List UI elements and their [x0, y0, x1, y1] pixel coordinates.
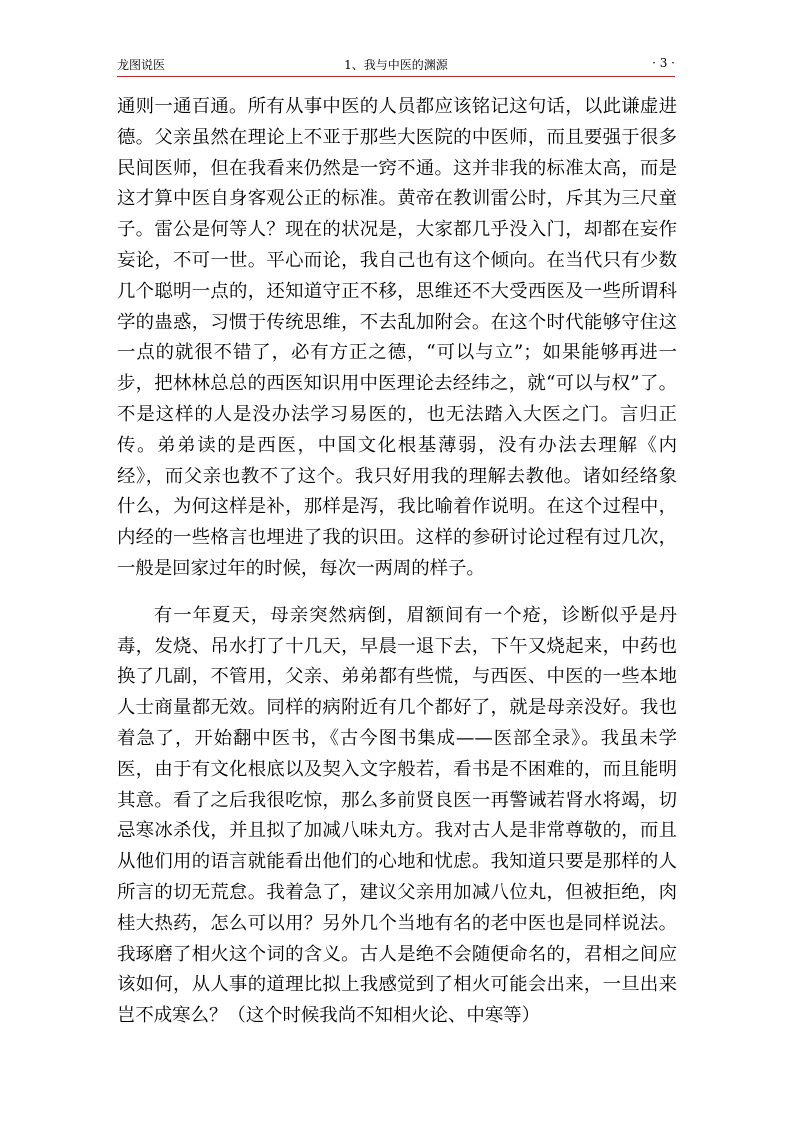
body-text [117, 92, 677, 1032]
book-title: 龙图说医 [117, 58, 166, 72]
page-header [117, 54, 675, 76]
chapter-title: 1、我与中医的渊源 [344, 58, 448, 72]
paragraph-1: 通则一通百通。所有从事中医的人员都应该铭记这句话，以此谦虚进德。父亲虽然在理论上不亚于那些大医院的中医师，而且要强于很多民间医师，但在我看来仍然是一窍不通。这并非我的标准太高，而是这才算中医自身客观公正的标准。黄帝在教训雷公时，斥其为三尺童子。雷公是何等人？现在的状况是，大家都几乎没入门，却都在妄作妄论，不可一世。平心而论，我自己也有这个倾向。在当代只有少数几个聪明一点的，还知道守正不移，思维还不大受西医及一些所谓科学的蛊惑，习惯于传统思维，不去乱加附会。在这个时代能够守住这一点的就很不错了，必有方正之德，“可以与立”；如果能够再进一步，把林林总总的西医知识用中医理论去经纬之，就“可以与权”了。不是这样的人是没办法学习易医的，也无法踏入大医之门。言归正传。弟弟读的是西医，中国文化根基薄弱，没有办法去理解《内经》，而父亲也教不了这个。我只好用我的理解去教他。诸如经络象什么，为何这样是补，那样是泻，我比喻着作说明。在这个过程中，内经的一些格言也埋进了我的识田。这样的参研讨论过程有过几次，一般是回家过年的时候，每次一两周的样子。 [117, 96, 677, 579]
page-number: · 3 · [652, 56, 675, 70]
paragraph-2: 有一年夏天，母亲突然病倒，眉额间有一个疮，诊断似乎是丹毒，发烧、吊水打了十几天，早晨一退下去，下午又烧起来，中药也换了几副，不管用，父亲、弟弟都有些慌，与西医、中医的一些本地人士商量都无效。同样的病附近有几个都好了，就是母亲没好。我也着急了，开始翻中医书，《古今图书集成——医部全录》。我虽未学医，由于有文化根底以及契入文字般若，看书是不困难的，而且能明其意。看了之后我很吃惊，那么多前贤良医一再警诫若肾水将竭，切忌寒冰杀伐，并且拟了加减八味丸方。我对古人是非常尊敬的，而且从他们用的语言就能看出他们的心地和忧虑。我知道只要是那样的人所言的切无荒怠。我着急了，建议父亲用加减八位丸，但被拒绝，肉桂大热药，怎么可以用？另外几个当地有名的老中医也是同样说法。我琢磨了相火这个词的含义。古人是绝不会随便命名的，君相之间应该如何，从人事的道理比拟上我感觉到了相火可能会出来，一旦出来岂不成寒么？（这个时候我尚不知相火论、中寒等） [117, 604, 677, 1027]
header-rule [117, 76, 675, 77]
